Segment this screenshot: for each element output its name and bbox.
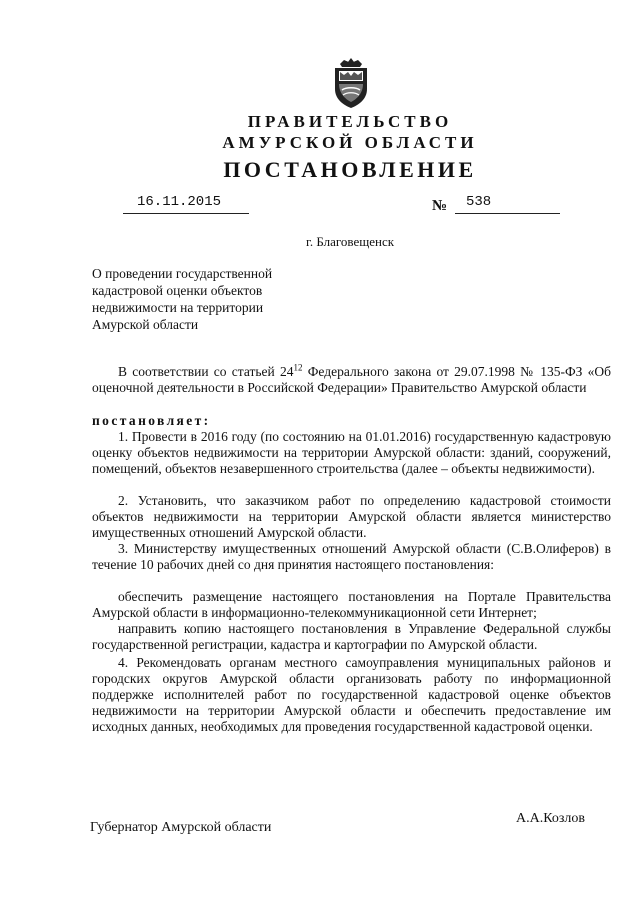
subject-line: Амурской области bbox=[92, 317, 199, 332]
city-name: г. Благовещенск bbox=[305, 234, 395, 249]
signatory-position: Губернатор Амурской области bbox=[90, 820, 272, 835]
subject-line: О проведении государственной bbox=[92, 266, 273, 281]
clause-4: 4. Рекомендовать органам местного самоуправления муниципальных районов и городских округов Амурской области организовать работу по информационной поддержке исполнителей работ по государственной кадастровой оценке объектов недвижимости на территории Амурской области и обеспечить предоставление им исходных данных, необходимых для проведения государственной кадастровой оценки. bbox=[92, 655, 611, 734]
decree-word: постановляет: bbox=[92, 413, 211, 428]
document-type-title: ПОСТАНОВЛЕНИЕ bbox=[223, 157, 477, 182]
article-superscript: 12 bbox=[293, 362, 303, 373]
clause-2: 2. Установить, что заказчиком работ по определению кадастровой стоимости объектов недвижимости на территории Амурской области является министерство имущественных отношений Амурской области. bbox=[92, 493, 611, 540]
intro-text: В соответствии со статьей 24 bbox=[118, 364, 294, 379]
subject-line: недвижимости на территории bbox=[92, 300, 264, 315]
document-number: 538 bbox=[466, 194, 492, 210]
clause-3-item-1: обеспечить размещение настоящего постановления на Портале Правительства Амурской области в информационно-телекоммуникационной сети Интернет; bbox=[92, 589, 611, 620]
number-label: № bbox=[432, 198, 448, 214]
clause-1: 1. Провести в 2016 году (по состоянию на 01.01.2016) государственную кадастровую оценку объектов недвижимости на территории Амурской области: зданий, сооружений, помещений, объектов незавершенного строительства (далее – объекты недвижимости). bbox=[92, 429, 611, 476]
date-underline bbox=[123, 213, 249, 214]
document-subject bbox=[92, 265, 272, 333]
intro-text-continued: Федерального закона от 29.07.1998 № 135-ФЗ «Об оценочной деятельности в Российской Федерации» Правительство Амурской области bbox=[92, 364, 611, 395]
clause-3-item-2: направить копию настоящего постановления в Управление Федеральной службы государственной регистрации, кадастра и картографии по Амурской области. bbox=[92, 621, 611, 652]
government-title: ПРАВИТЕЛЬСТВО bbox=[247, 112, 453, 131]
subject-line: кадастровой оценки объектов bbox=[92, 283, 263, 298]
coat-of-arms-emblem bbox=[330, 57, 372, 109]
signatory-name: А.А.Козлов bbox=[516, 811, 585, 826]
document-date: 16.11.2015 bbox=[137, 194, 222, 210]
clause-3: 3. Министерству имущественных отношений Амурской области (С.В.Олиферов) в течение 10 рабочих дней со дня принятия настоящего постановления: bbox=[92, 541, 611, 572]
number-underline bbox=[455, 213, 560, 214]
intro-paragraph bbox=[92, 364, 611, 396]
region-title: АМУРСКОЙ ОБЛАСТИ bbox=[222, 133, 478, 152]
